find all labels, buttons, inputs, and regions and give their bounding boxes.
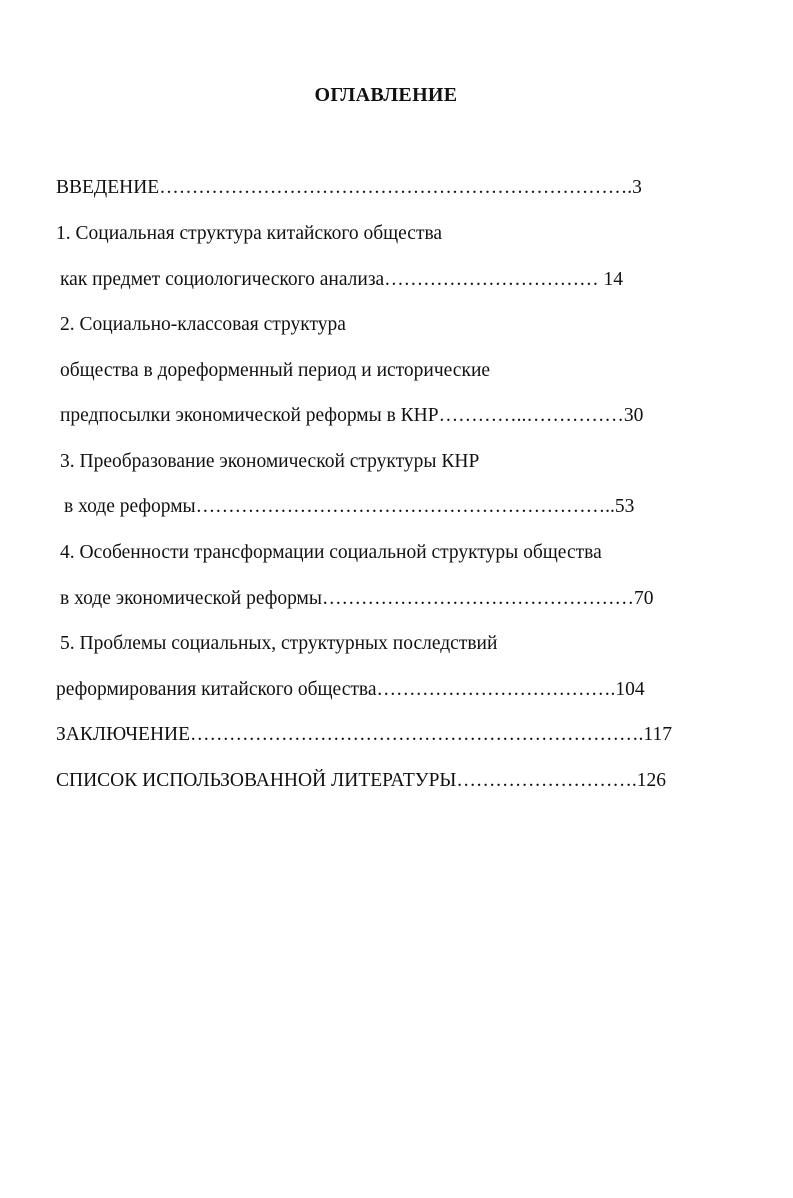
toc-entry-introduction: ВВЕДЕНИЕ……………………………………………………………….3 (56, 177, 642, 198)
toc-entry-chapter-4-page: в ходе экономической реформы…………………………………………70 (60, 588, 654, 609)
toc-entry-chapter-5-page: реформирования китайского общества……………………………….104 (56, 679, 645, 700)
toc-entry-chapter-2-title: 2. Социально-классовая структура (60, 314, 346, 335)
toc-entry-chapter-2-subtitle: общества в дореформенный период и исторические (60, 360, 491, 381)
toc-entry-chapter-1-page: как предмет социологического анализа…………………………… 14 (60, 269, 624, 290)
toc-entry-references: СПИСОК ИСПОЛЬЗОВАННОЙ ЛИТЕРАТУРЫ……………………….126 (56, 770, 667, 791)
toc-entry-chapter-2-page: предпосылки экономической реформы в КНР…………..……………30 (60, 405, 644, 426)
toc-entry-chapter-4-title: 4. Особенности трансформации социальной структуры общества (60, 542, 602, 563)
toc-entry-chapter-3-page: в ходе реформы………………………………………………………..53 (64, 496, 635, 517)
page-title: ОГЛАВЛЕНИЕ (314, 84, 458, 106)
toc-entry-chapter-1-title: 1. Социальная структура китайского общества (56, 223, 443, 244)
toc-entry-chapter-5-title: 5. Проблемы социальных, структурных последствий (60, 633, 498, 654)
toc-entry-conclusion: ЗАКЛЮЧЕНИЕ…………………………………………………………….117 (56, 724, 672, 745)
toc-entry-chapter-3-title: 3. Преобразование экономической структуры КНР (60, 451, 480, 472)
